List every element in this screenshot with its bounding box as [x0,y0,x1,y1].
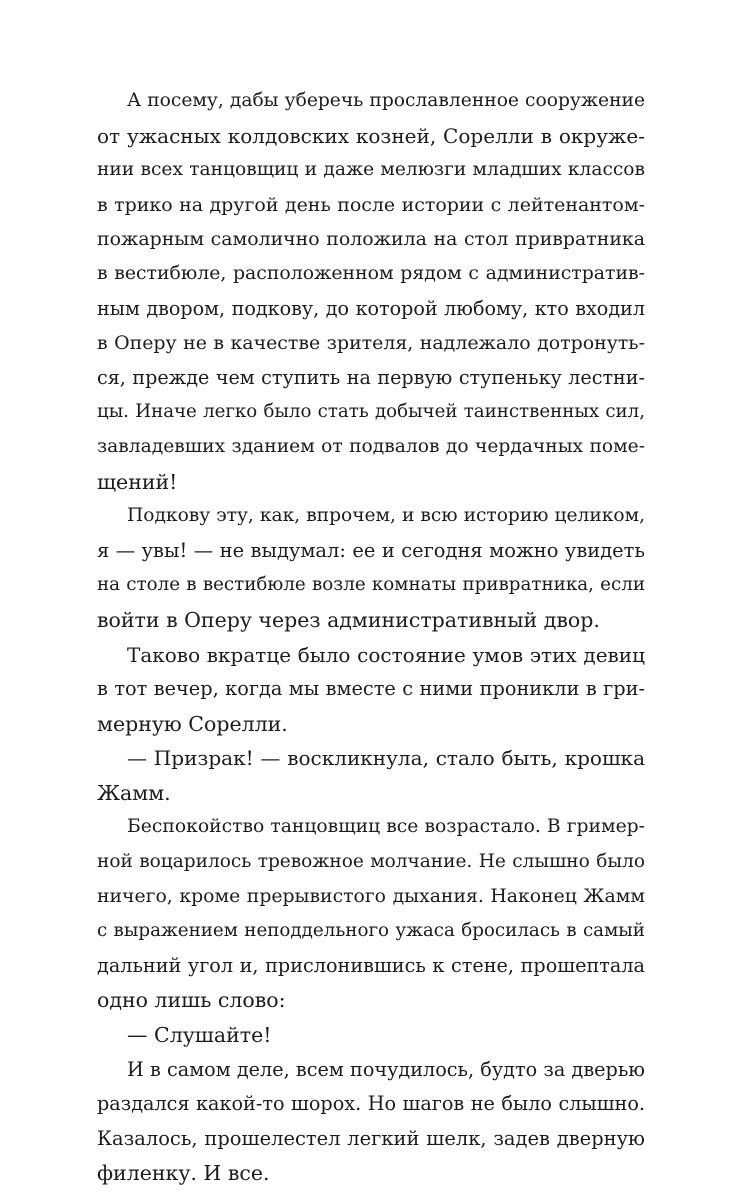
body-text [97,84,645,1191]
text-line: Таково вкратце было состояние умов этих девиц [127,642,645,667]
text-line: И в самом деле, всем почудилось, будто за дверью [127,1057,645,1081]
text-line: А посему, дабы уберечь прославленное сооружение [127,90,645,111]
text-line: щений! [97,469,178,494]
text-line: ничего, кроме прерывистого дыхания. Наконец Жамм [97,885,645,907]
text-line: с выражением неподдельного ужаса бросилась в самый [97,920,645,942]
text-line: в трико на другой день после истории с лейтенантом- [97,193,645,216]
text-line: Жамм. [97,780,171,805]
text-line: одно лишь слово: [97,988,286,1013]
text-line: пожарным самолично положила на стол привратника [97,228,645,251]
text-line: раздался какой-то шорох. Но шагов не было слышно. [97,1092,645,1116]
text-line: ной воцарилось тревожное молчание. Не слышно было [97,851,645,873]
text-line: цы. Иначе легко было стать добычей таинственных сил, [97,401,645,423]
text-line: в вестибюле, расположенном рядом с административ- [97,262,645,284]
text-line: войти в Оперу через административный двор. [97,607,600,632]
text-line: — Слушайте! [127,1023,272,1048]
text-line: ся, прежде чем ступить на первую ступеньку лестни- [97,365,645,389]
text-line: в Оперу не в качестве зрителя, надлежало дотронуть- [97,332,645,355]
text-line: мерную Сорелли. [97,711,288,736]
text-line: Подкову эту, как, впрочем, и всю историю целиком, [127,505,645,527]
text-line: Беспокойство танцовщиц все возрастало. В гример- [127,816,645,838]
text-line: в тот вечер, когда мы вместе с ними проникли в гри- [97,677,645,701]
text-line: на столе в вестибюле возле комнаты привратника, если [97,574,645,596]
text-line: Казалось, прошелестел легкий шелк, задев дверную [97,1126,645,1150]
text-line: филенку. И все. [97,1161,270,1186]
text-line: я — увы! — не выдумал: ее и сегодня можно увидеть [97,538,645,562]
text-line: — Призрак! — воскликнула, стало быть, крошка [127,746,645,771]
text-line: дальний угол и, прислонившись к стене, прошептала [97,953,645,977]
text-line: ным двором, подкову, до которой любому, кто входил [97,296,645,320]
text-line: завладевших зданием от подвалов до чердачных поме- [97,435,645,457]
text-line: нии всех танцовщиц и даже мелюзги младших классов [97,159,645,181]
text-line: от ужасных колдовских козней, Сорелли в окруже- [97,123,645,148]
